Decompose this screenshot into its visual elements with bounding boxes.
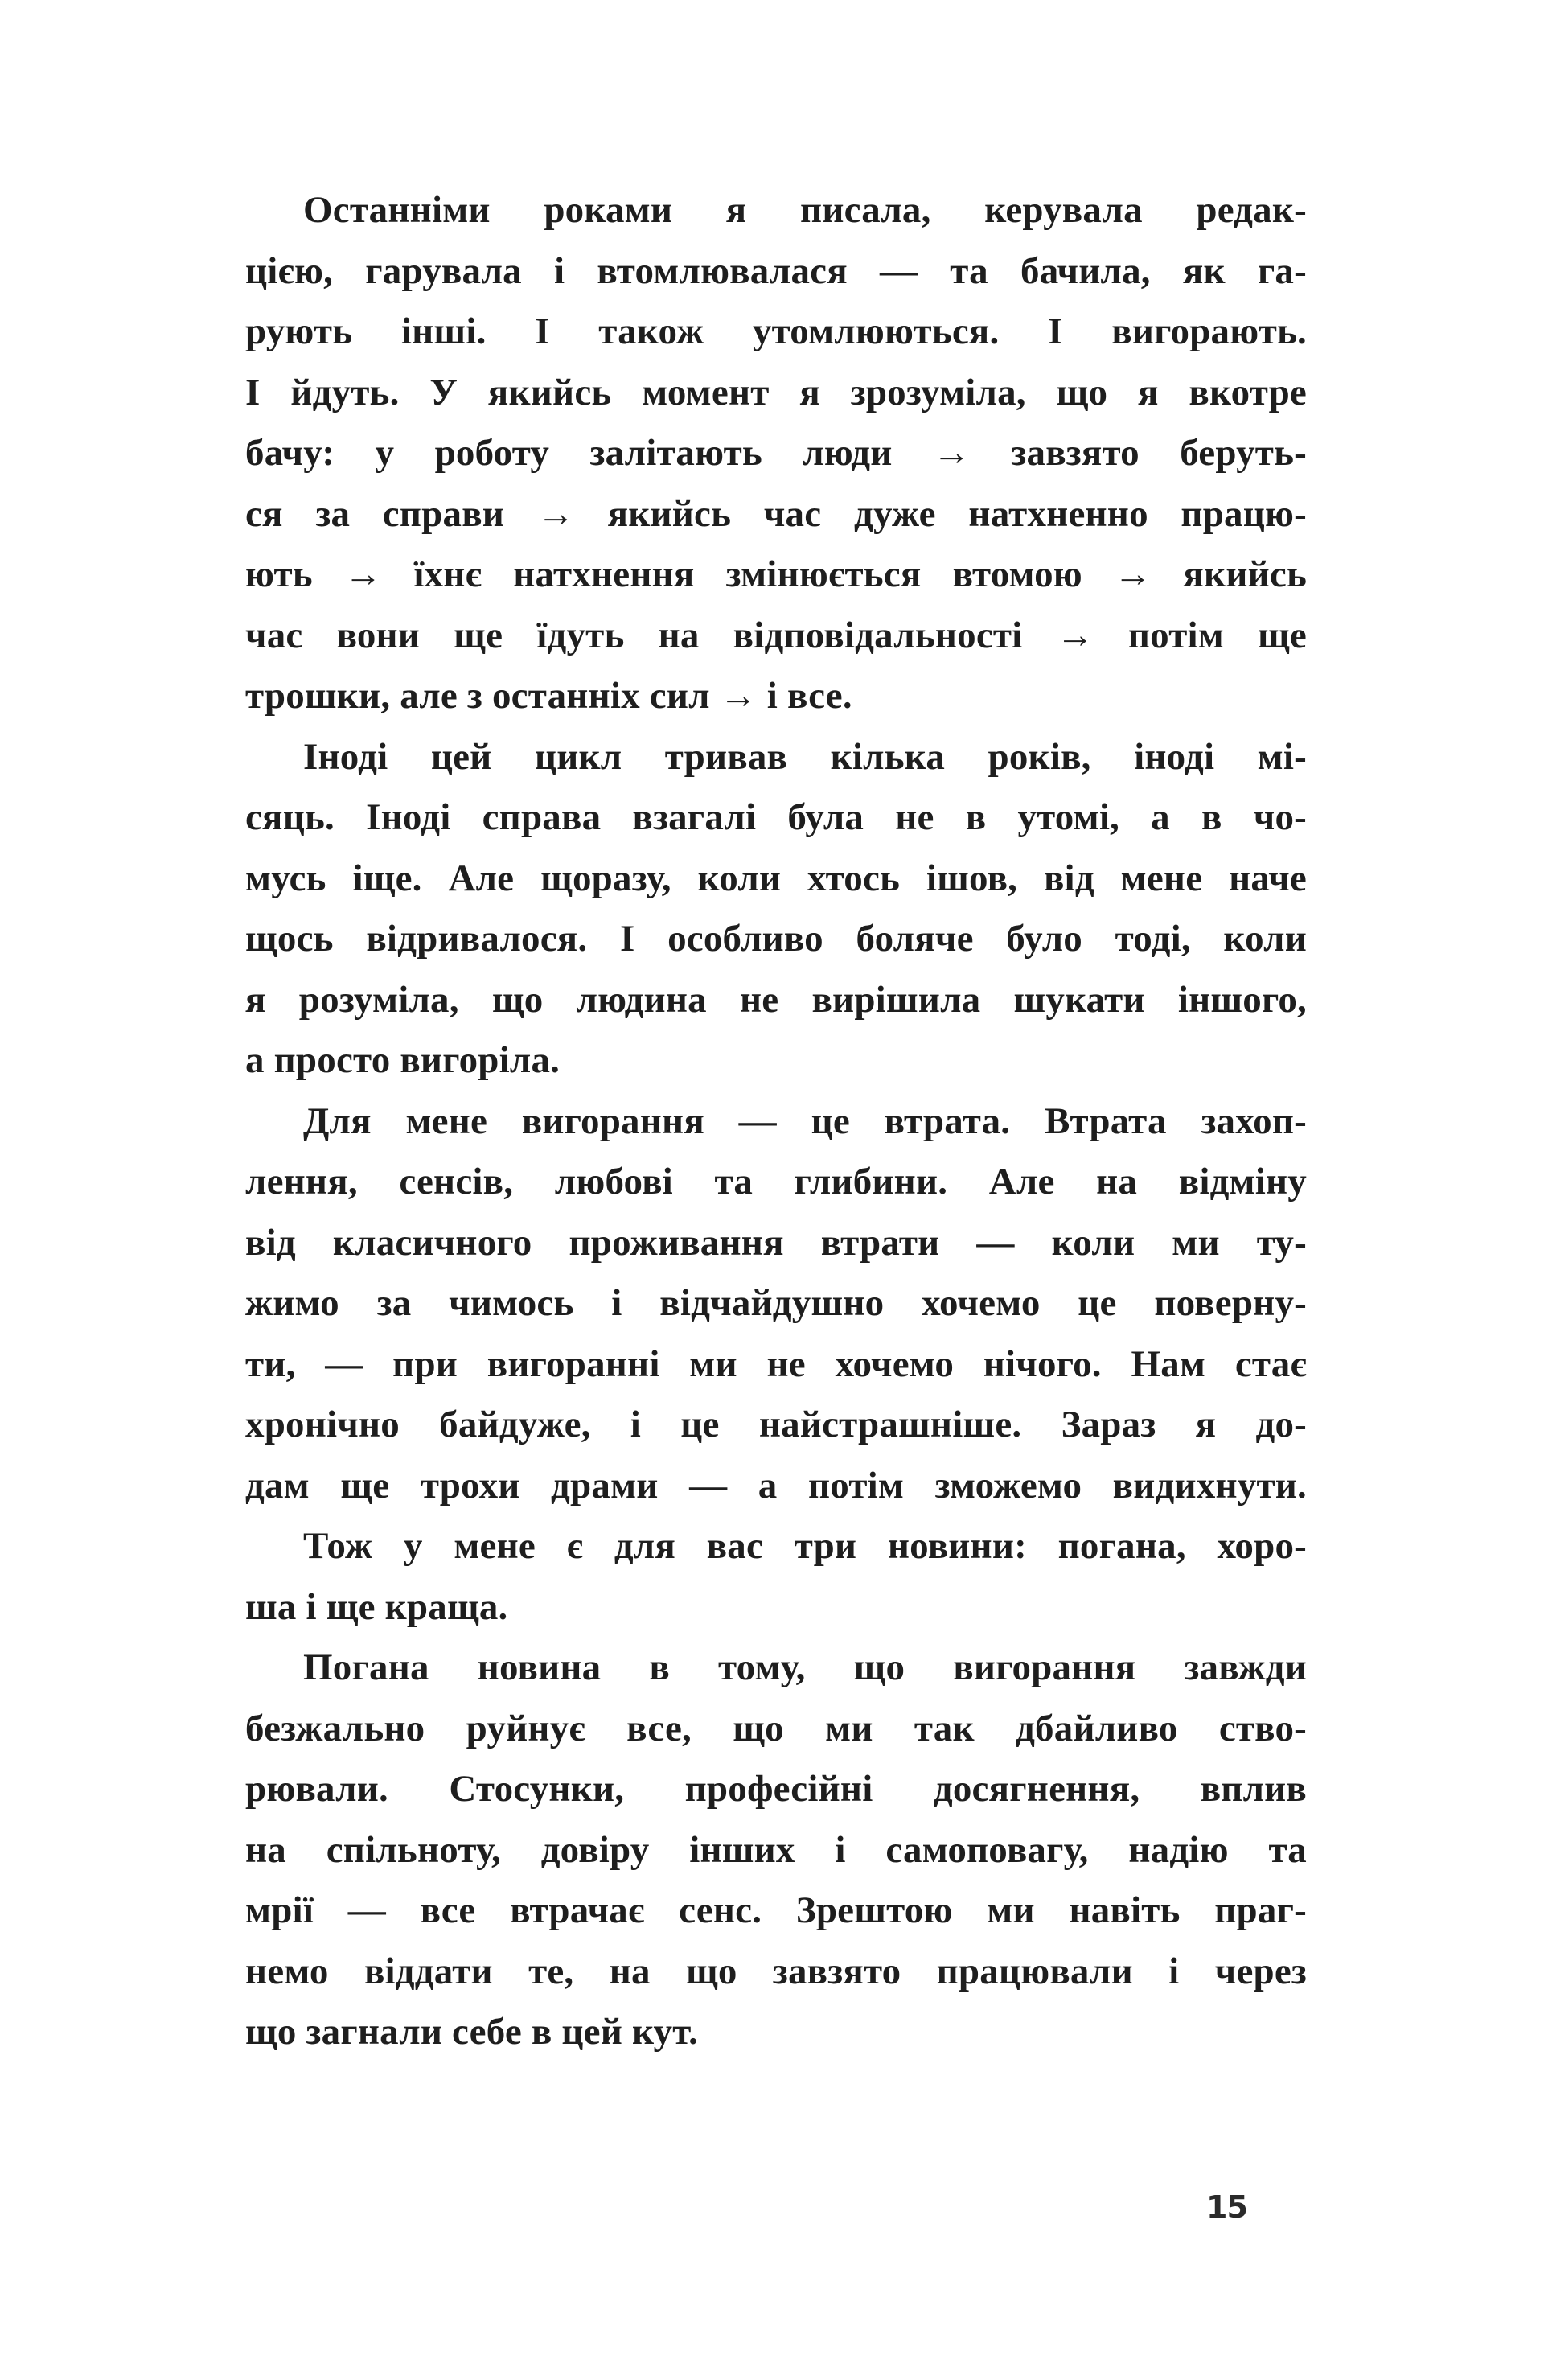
text-line: хронічно байдуже, і це найстрашніше. Зараз я до- bbox=[245, 1404, 1307, 1445]
text-line: щось відривалося. І особливо боляче було тоді, коли bbox=[245, 918, 1307, 960]
text-line: а просто вигоріла. bbox=[245, 1039, 561, 1081]
text-line: немо віддати те, на що завзято працювали і через bbox=[245, 1950, 1307, 1992]
text-line: бачу: у роботу залітають люди → завзято беруть- bbox=[245, 432, 1307, 474]
text-line: я розуміла, що людина не вирішила шукати іншого, bbox=[245, 978, 1307, 1021]
text-line: жимо за чимось і відчайдушно хочемо це поверну- bbox=[245, 1282, 1307, 1324]
text-line: Погана новина в тому, що вигорання завжди bbox=[303, 1646, 1307, 1688]
text-line: рювали. Стосунки, професійні досягнення, вплив bbox=[245, 1768, 1307, 1810]
text-line: від класичного проживання втрати — коли ми ту- bbox=[245, 1221, 1307, 1264]
text-line: цією, гарувала і втомлювалася — та бачила, як га- bbox=[245, 249, 1307, 292]
text-line: Для мене вигорання — це втрата. Втрата захоп- bbox=[303, 1100, 1307, 1142]
body-text bbox=[245, 180, 1307, 2063]
text-line: безжально руйнує все, що ми так дбайливо ство- bbox=[245, 1707, 1307, 1749]
text-line: ся за справи → якийсь час дуже натхненно працю- bbox=[245, 492, 1307, 535]
page-number: 15 bbox=[1206, 2189, 1247, 2225]
text-line: ють → їхнє натхнення змінюється втомою → якийсь bbox=[245, 553, 1307, 595]
text-line: що загнали себе в цей кут. bbox=[245, 2011, 698, 2053]
paragraph-4 bbox=[245, 1516, 1307, 1638]
text-line: І йдуть. У якийсь момент я зрозуміла, що я вкотре bbox=[245, 371, 1307, 413]
text-line: рують інші. І також утомлюються. І вигорають. bbox=[245, 310, 1307, 352]
text-line: сяць. Іноді справа взагалі була не в утомі, а в чо- bbox=[245, 796, 1307, 838]
text-line: Іноді цей цикл тривав кілька років, іноді мі- bbox=[303, 735, 1307, 778]
paragraph-2 bbox=[245, 727, 1307, 1091]
text-line: мусь іще. Але щоразу, коли хтось ішов, від мене наче bbox=[245, 857, 1307, 899]
text-line: лення, сенсів, любові та глибини. Але на відміну bbox=[245, 1161, 1307, 1202]
paragraph-3 bbox=[245, 1091, 1307, 1517]
text-line: Тож у мене є для вас три новини: погана, хоро- bbox=[303, 1525, 1307, 1567]
paragraph-5 bbox=[245, 1638, 1307, 2063]
text-line: на спільноту, довіру інших і самоповагу, надію та bbox=[245, 1828, 1307, 1871]
text-line: ша і ще краща. bbox=[245, 1585, 508, 1628]
text-line: Останніми роками я писала, керувала редак- bbox=[303, 189, 1307, 231]
text-line: трошки, але з останніх сил → і все. bbox=[245, 675, 852, 717]
text-line: час вони ще їдуть на відповідальності → потім ще bbox=[245, 614, 1307, 656]
text-line: дам ще трохи драми — а потім зможемо видихнути. bbox=[245, 1464, 1307, 1507]
text-line: ти, — при вигоранні ми не хочемо нічого. Нам стає bbox=[245, 1342, 1307, 1385]
paragraph-1 bbox=[245, 180, 1307, 727]
text-line: мрії — все втрачає сенс. Зрештою ми навіть праг- bbox=[245, 1889, 1307, 1931]
